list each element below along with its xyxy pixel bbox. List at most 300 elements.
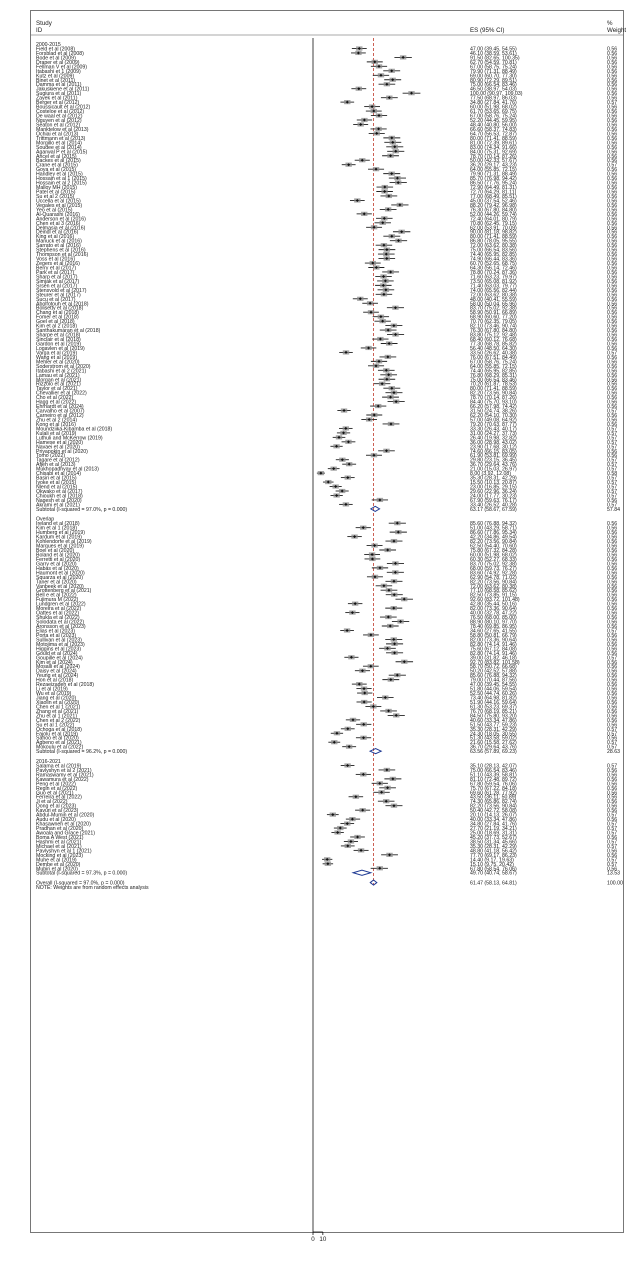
study-es-ci: 33.40 (26.52, 40.28) <box>470 502 517 509</box>
study-es-ci: 62.00 (53.91, 70.09) <box>470 225 517 232</box>
study-label: Rezaeizadeh et al (2018) <box>36 682 94 689</box>
study-es-ci: 34.80 (27.84, 41.76) <box>470 100 517 107</box>
study-es-ci: 88.20 (79.42, 96.98) <box>470 202 517 209</box>
study-weight: 0.56 <box>607 140 618 147</box>
study-label: Fomer et al (2018) <box>36 314 79 321</box>
study-es-ci: 47.00 (39.45, 54.55) <box>470 682 517 689</box>
study-label: Lundgren et al (2022) <box>36 601 86 608</box>
study-label: Kohlendorfe et al (2019) <box>36 539 92 546</box>
study-es-ci: 69.00 (60.70, 77.30) <box>470 73 517 80</box>
study-es-ci: 76.70 (68.19, 85.21) <box>470 708 517 715</box>
study-es-ci: 82.50 (73.85, 91.15) <box>470 592 517 599</box>
study-label: Gould et al (2024) <box>36 650 78 657</box>
study-weight: 0.56 <box>607 521 618 528</box>
study-weight: 0.56 <box>607 817 618 824</box>
study-label: Moundziika-Kibamba et al (2018) <box>36 426 113 433</box>
study-es-ci: 74.60 (66.15, 83.05) <box>470 448 517 455</box>
study-weight: 0.56 <box>607 337 618 344</box>
study-es-ci: 82.20 (73.56, 90.84) <box>470 803 517 810</box>
study-es-ci: 79.20 (70.63, 87.77) <box>470 421 517 428</box>
study-label: Salama et al (2019) <box>36 763 82 770</box>
study-es-ci: 62.50 (54.40, 70.60) <box>470 543 517 550</box>
study-es-ci: 25.00 (18.69, 31.31) <box>470 830 517 837</box>
study-es-ci: 74.40 (65.95, 82.85) <box>470 252 517 259</box>
study-weight: 0.56 <box>607 323 618 330</box>
study-weight: 0.56 <box>607 866 618 873</box>
study-es-ci: 83.70 (75.02, 92.38) <box>470 561 517 568</box>
study-es-ci: 40.00 (32.78, 47.22) <box>470 610 517 617</box>
study-es-ci: 77.10 (68.58, 85.62) <box>470 588 517 595</box>
subtotal-es-ci: 63.56 (57.89, 69.23) <box>470 749 517 756</box>
study-weight: 0.56 <box>607 332 618 339</box>
study-label: Lamau et al (2021) <box>36 372 80 379</box>
study-weight: 0.56 <box>607 144 618 151</box>
study-label: Agarwal P et al (2015) <box>36 149 88 156</box>
study-es-ci: 68.00 (59.73, 76.27) <box>470 565 517 572</box>
study-es-ci: 29.60 (22.96, 36.24) <box>470 489 517 495</box>
study-label: Seaton et al (2012) <box>36 122 81 129</box>
study-es-ci: 47.00 (39.45, 54.55) <box>470 46 517 53</box>
study-es-ci: 81.00 (72.39, 89.61) <box>470 140 517 147</box>
study-weight: 0.56 <box>607 453 618 460</box>
study-es-ci: 80.90 (72.29, 89.51) <box>470 77 517 84</box>
study-weight: 0.56 <box>607 234 618 241</box>
study-weight: 0.58 <box>607 471 618 478</box>
study-label: Tagare et al (2012) <box>36 457 80 464</box>
study-label: Hamese et al (2020) <box>36 439 83 446</box>
study-es-ci: 76.50 (68.00, 85.00) <box>470 615 517 622</box>
subtotal-es-ci: 63.17 (58.67, 67.59) <box>470 506 517 513</box>
study-es-ci: 51.30 (43.58, 59.02) <box>470 735 517 742</box>
study-weight: 0.56 <box>607 122 618 129</box>
study-es-ci: 33.30 (26.43, 40.17) <box>470 426 517 433</box>
study-label: Boland et al (2020) <box>36 552 80 559</box>
study-label: Audu et al (2020) <box>36 817 76 824</box>
study-weight: 0.56 <box>607 404 618 411</box>
study-es-ci: 61.70 (53.65, 69.75) <box>470 109 517 116</box>
study-label: Cho et al (2022) <box>36 395 74 402</box>
study-es-ci: 60.00 (51.98, 68.02) <box>470 552 517 559</box>
study-es-ci: 86.80 (78.05, 95.55) <box>470 238 517 245</box>
study-weight: 0.56 <box>607 229 618 236</box>
study-label: Awoala and Grace (2021) <box>36 830 96 837</box>
study-es-ci: 42.20 (34.86, 49.54) <box>470 534 517 541</box>
study-es-ci: 56.40 (48.50, 64.30) <box>470 345 517 352</box>
study-weight: 0.57 <box>607 480 618 487</box>
study-es-ci: 79.90 (71.31, 88.49) <box>470 68 517 75</box>
study-label: Boel et al (2020) <box>36 548 75 555</box>
study-es-ci: 31.50 (24.74, 38.26) <box>470 408 517 415</box>
study-label: Elias et al (2023) <box>36 628 75 635</box>
study-label: Goel et al (2018) <box>36 319 75 326</box>
study-label: Dembe et al (2020) <box>36 861 81 868</box>
study-es-ci: 64.00 (55.85, 72.15) <box>470 167 517 174</box>
study-es-ci: 23.90 (17.68, 30.12) <box>470 444 517 451</box>
study-es-ci: 83.70 (75.02, 92.38) <box>470 305 517 312</box>
study-label: Soderstrom et al (2020) <box>36 363 91 370</box>
study-weight: 0.56 <box>607 345 618 352</box>
study-es-ci: 68.40 (60.12, 76.68) <box>470 337 517 344</box>
study-weight: 0.56 <box>607 682 618 689</box>
study-es-ci: 36.20 (29.17, 43.23) <box>470 162 517 169</box>
study-es-ci: 64.70 (56.53, 72.87) <box>470 131 517 138</box>
study-weight: 0.56 <box>607 256 618 263</box>
study-label: Zhu et al 1 (2021) <box>36 713 77 720</box>
study-label: Basiri et al (2015) <box>36 475 77 482</box>
study-weight: 0.56 <box>607 497 618 504</box>
study-es-ci: 20.10 (14.13, 26.07) <box>470 812 517 819</box>
study-label: Michael et al (2021) <box>36 843 82 850</box>
study-label: Manktelow et al (2013) <box>36 126 89 133</box>
study-label: Ochoga et al (2018) <box>36 726 82 733</box>
subgroup-title: 2000-2015 <box>36 42 61 48</box>
study-label: Sinclair et al (2018) <box>36 337 81 344</box>
subtotal-diamond <box>371 506 380 511</box>
study-weight: 0.56 <box>607 252 618 259</box>
study-label: Santhakumaran et al (2018) <box>36 328 101 335</box>
subtotal-weight: 28.63 <box>607 749 620 756</box>
study-label: Navaei et al (2020) <box>36 444 80 451</box>
study-weight: 0.56 <box>607 220 618 227</box>
study-label: Chen et al 2 (2022) <box>36 717 81 724</box>
study-label: Luthuli and McKerrow (2019) <box>36 435 103 442</box>
study-label: Zhang et al (2021) <box>36 708 79 715</box>
study-label: Ehrhardt et al (2024) <box>36 404 84 411</box>
footnote: NOTE: Weights are from random effects analysis <box>36 885 149 892</box>
study-label: Vanbeek et al (2020) <box>36 583 84 590</box>
study-label: Humberg et al (2019) <box>36 530 86 537</box>
study-label: Morgan et al (2021) <box>36 377 82 384</box>
study-es-ci: 14.40 (9.17, 19.63) <box>470 857 514 864</box>
study-label: Sahoo et al (2020) <box>36 735 79 742</box>
study-es-ci: 73.40 (64.98, 81.82) <box>470 695 517 702</box>
header-weight-pct: % <box>607 20 613 27</box>
study-es-ci: 34.80 (27.84, 41.76) <box>470 821 517 828</box>
study-label: Voss et al (2016) <box>36 256 75 263</box>
study-es-ci: 36.00 (28.98, 43.02) <box>470 439 517 446</box>
study-weight: 0.56 <box>607 601 618 608</box>
study-weight: 0.56 <box>607 713 618 720</box>
study-es-ci: 51.00 (43.29, 58.71) <box>470 525 517 532</box>
study-es-ci: 62.20 (54.10, 70.30) <box>470 413 517 420</box>
study-weight: 0.57 <box>607 475 618 482</box>
study-weight: 0.56 <box>607 207 618 214</box>
study-es-ci: 48.80 (41.18, 56.42) <box>470 848 517 855</box>
study-es-ci: 57.00 (49.08, 64.92) <box>470 417 517 424</box>
study-es-ci: 86.50 (77.76, 95.24) <box>470 180 517 187</box>
study-weight: 0.56 <box>607 615 618 622</box>
study-weight: 0.56 <box>607 561 618 568</box>
study-es-ci: 75.00 (66.54, 83.56) <box>470 247 517 254</box>
subtotal-label: Subtotal (I-squared = 97.3%, p = 0.000) <box>36 870 128 877</box>
study-weight: 0.57 <box>607 744 618 751</box>
study-es-ci: 76.30 (67.80, 84.80) <box>470 207 517 214</box>
study-es-ci: 100.00 (90.97, 109.03) <box>470 91 523 98</box>
header-weight: Weight <box>607 27 627 34</box>
study-es-ci: 60.70 (52.65, 68.75) <box>470 261 517 268</box>
study-weight: 0.56 <box>607 794 618 801</box>
study-es-ci: 71.60 (63.23, 79.97) <box>470 274 517 281</box>
study-weight: 0.57 <box>607 466 618 473</box>
study-weight: 0.56 <box>607 848 618 855</box>
study-weight: 0.56 <box>607 149 618 156</box>
study-weight: 0.56 <box>607 296 618 303</box>
study-label: Zayek et al (2011) <box>36 95 78 102</box>
study-weight: 0.56 <box>607 131 618 138</box>
study-label: Taner et al (2020) <box>36 579 77 586</box>
study-weight: 0.57 <box>607 435 618 442</box>
study-label: Uccella et al (2015) <box>36 198 81 205</box>
study-label: Oattes et al (2022) <box>36 610 79 617</box>
study-es-ci: 29.80 (23.15, 36.45) <box>470 457 517 464</box>
study-es-ci: 35.30 (28.31, 42.29) <box>470 475 517 482</box>
study-label: Boma A West (2021) <box>36 834 84 841</box>
study-weight: 0.56 <box>607 292 618 299</box>
study-es-ci: 48.00 (40.41, 55.59) <box>470 296 517 303</box>
study-weight: 0.56 <box>607 95 618 102</box>
study-es-ci: 71.40 (63.03, 79.77) <box>470 283 517 290</box>
study-es-ci: 82.00 (73.36, 90.64) <box>470 637 517 644</box>
study-es-ci: 82.20 (73.56, 90.84) <box>470 390 517 397</box>
study-label: Wu et al (2019) <box>36 691 72 698</box>
study-es-ci: 75.00 (66.54, 83.46) <box>470 377 517 384</box>
study-es-ci: 52.50 (44.74, 60.26) <box>470 691 517 698</box>
study-label: Boussicault et al (2012) <box>36 104 91 111</box>
study-weight: 0.56 <box>607 82 618 89</box>
study-weight: 0.56 <box>607 310 618 317</box>
study-label: Shukla et al (2022) <box>36 615 80 622</box>
study-es-ci: 74.30 (65.86, 82.74) <box>470 799 517 806</box>
study-weight: 0.56 <box>607 64 618 71</box>
study-es-ci: 40.00 (33.34, 47.86) <box>470 817 517 824</box>
study-es-ci: 76.30 (67.80, 84.80) <box>470 328 517 335</box>
study-es-ci: 72.90 (64.49, 81.31) <box>470 185 517 192</box>
study-weight: 0.56 <box>607 55 618 62</box>
study-weight: 0.56 <box>607 171 618 178</box>
study-weight: 0.57 <box>607 628 618 635</box>
study-label: Srsen et al (2017) <box>36 283 78 290</box>
study-weight: 0.56 <box>607 659 618 666</box>
study-weight: 0.57 <box>607 484 618 491</box>
study-label: Yeung et al (2024) <box>36 673 79 680</box>
study-weight: 0.56 <box>607 363 618 370</box>
study-es-ci: 50.40 (42.72, 58.08) <box>470 808 517 815</box>
study-es-ci: 48.40 (40.80, 56.00) <box>470 122 517 129</box>
study-label: Mubiri et al (2020) <box>36 866 78 873</box>
study-weight: 0.57 <box>607 493 618 500</box>
study-weight: 0.57 <box>607 162 618 169</box>
study-label: Chioukh et al (2018) <box>36 493 83 500</box>
study-label: Su et al 2 (2015) <box>36 193 75 200</box>
study-weight: 0.56 <box>607 534 618 541</box>
study-weight: 0.56 <box>607 372 618 379</box>
study-weight: 0.56 <box>607 606 618 613</box>
study-weight: 0.57 <box>607 812 618 819</box>
study-es-ci: 77.70 (69.17, 86.23) <box>470 852 517 859</box>
study-label: Crane et al (2015) <box>36 162 78 169</box>
study-es-ci: 68.90 (60.60, 77.20) <box>470 314 517 321</box>
subtotal-es-ci: 49.70 (40.74, 58.67) <box>470 870 517 877</box>
study-label: Hossain et al 2 (2015) <box>36 180 87 187</box>
study-es-ci: 42.80 (35.44, 50.16) <box>470 601 517 608</box>
study-label: Li et al (2019) <box>36 686 68 693</box>
study-es-ci: 31.00 (24.27, 37.73) <box>470 430 517 437</box>
study-label: Pradhan et al (2020) <box>36 826 84 833</box>
x-tick-label: 0 <box>311 1236 315 1243</box>
study-es-ci: 83.80 (75.12, 92.48) <box>470 332 517 339</box>
study-label: Mosalli et al (2024) <box>36 664 80 671</box>
study-es-ci: 64.30 (56.14, 72.46) <box>470 265 517 272</box>
study-label: Grottenberg et al (2021) <box>36 588 92 595</box>
study-label: Damma et al (2011) <box>36 82 82 89</box>
study-weight: 0.56 <box>607 50 618 57</box>
study-es-ci: 78.70 (70.14, 87.26) <box>470 153 517 160</box>
study-weight: 0.56 <box>607 803 618 810</box>
study-label: Goupille et al (2024) <box>36 655 83 662</box>
study-weight: 0.56 <box>607 699 618 706</box>
study-label: Goya et al (2015) <box>36 167 77 174</box>
study-label: Draper et al (2009) <box>36 59 80 66</box>
study-weight: 0.56 <box>607 243 618 250</box>
study-label: Muhe et al (2019) <box>36 857 77 864</box>
study-es-ci: 50.20 (42.52, 57.88) <box>470 668 517 675</box>
study-weight: 0.56 <box>607 359 618 366</box>
study-es-ci: 67.00 (58.76, 75.24) <box>470 113 517 120</box>
study-weight: 0.56 <box>607 677 618 684</box>
study-label: Ireland et al (2018) <box>36 521 80 528</box>
study-label: Ferreira et al (2022) <box>36 794 82 801</box>
study-weight: 0.56 <box>607 261 618 268</box>
study-es-ci: 62.90 (54.78, 71.02) <box>470 574 517 581</box>
study-label: Sullivan et al (2023) <box>36 637 82 644</box>
study-weight: 0.56 <box>607 341 618 348</box>
study-weight: 0.56 <box>607 305 618 312</box>
study-weight: 0.56 <box>607 543 618 550</box>
plot-frame <box>31 11 627 1233</box>
study-weight: 0.56 <box>607 202 618 209</box>
study-weight: 0.56 <box>607 852 618 859</box>
study-es-ci: 74.90 (66.44, 83.36) <box>470 256 517 263</box>
study-weight: 0.56 <box>607 570 618 577</box>
study-weight: 0.56 <box>607 708 618 715</box>
study-weight: 0.56 <box>607 68 618 75</box>
subtotal-label: Subtotal (I-squared = 96.2%, p = 0.000) <box>36 749 128 756</box>
study-label: Akrami et al (2021) <box>36 502 80 509</box>
header-es: ES (95% CI) <box>470 27 505 34</box>
study-weight: 0.56 <box>607 583 618 590</box>
study-label: Jiang et al (2020) <box>36 695 77 702</box>
study-label: Field et al (2008) <box>36 46 75 53</box>
subtotal-weight: 13.53 <box>607 870 620 877</box>
study-es-ci: 46.10 (38.59, 53.61) <box>470 50 517 57</box>
study-label: Sarrato et al (2016) <box>36 243 81 250</box>
study-es-ci: 84.50 (75.80, 93.20) <box>470 713 517 720</box>
study-weight: 0.57 <box>607 444 618 451</box>
study-es-ci: 72.00 (63.62, 80.38) <box>470 292 517 299</box>
study-weight: 0.56 <box>607 704 618 711</box>
study-es-ci: 34.60 (27.65, 41.55) <box>470 628 517 635</box>
study-weight: 0.57 <box>607 726 618 733</box>
study-weight: 0.56 <box>607 77 618 84</box>
study-label: Ochiai et al (2013) <box>36 131 79 138</box>
study-es-ci: 85.70 (76.98, 94.42) <box>470 176 517 183</box>
study-label: Itabashi et al 2 (2021) <box>36 368 87 375</box>
study-label: Binet et al (2011) <box>36 77 76 84</box>
study-weight: 0.57 <box>607 857 618 864</box>
study-label: Abolfotouh et al (2018) <box>36 301 89 308</box>
study-es-ci: 85.60 (76.88, 94.32) <box>470 521 517 528</box>
study-label: Solodata et al (2022) <box>36 619 85 626</box>
study-weight: 0.56 <box>607 59 618 66</box>
study-es-ci: 74.00 (65.56, 82.44) <box>470 287 517 294</box>
study-es-ci: 52.20 (44.45, 59.95) <box>470 117 517 124</box>
study-weight: 0.56 <box>607 574 618 581</box>
study-label: Haumont et al (2020) <box>36 570 85 577</box>
study-weight: 0.56 <box>607 448 618 455</box>
study-weight: 0.56 <box>607 735 618 742</box>
study-es-ci: 86.60 (77.86, 95.34) <box>470 530 517 537</box>
study-weight: 0.56 <box>607 548 618 555</box>
study-weight: 0.56 <box>607 354 618 361</box>
study-weight: 0.56 <box>607 278 618 285</box>
study-es-ci: 85.60 (76.88, 94.32) <box>470 673 517 680</box>
study-es-ci: 45.00 (37.54, 52.46) <box>470 198 517 205</box>
study-weight: 0.56 <box>607 167 618 174</box>
study-weight: 0.56 <box>607 381 618 388</box>
study-label: Regin et al (2022) <box>36 785 78 792</box>
study-label: Berger et al (2012) <box>36 100 80 107</box>
study-weight: 0.56 <box>607 328 618 335</box>
study-weight: 0.56 <box>607 790 618 797</box>
study-label: Xiaolin et al (2020) <box>36 699 80 706</box>
study-label: Ramaswamy et al (2021) <box>36 772 94 779</box>
study-label: Tomo (2022) <box>36 453 66 460</box>
study-label: De waal et al (2012) <box>36 113 83 120</box>
study-es-ci: 82.20 (73.56, 90.84) <box>470 539 517 546</box>
study-label: Chen et al 1 (2021) <box>36 704 81 711</box>
study-label: Stensvold et al (2017) <box>36 287 87 294</box>
study-es-ci: 81.10 (72.48, 89.72) <box>470 776 517 783</box>
study-label: Taylor et al (2021) <box>36 386 78 393</box>
study-label: Hagg et al (2022) <box>36 399 77 406</box>
study-label: Hon et al (2018) <box>36 677 74 684</box>
study-label: Motojima et al (2023) <box>36 641 85 648</box>
x-tick-label: 10 <box>319 1236 327 1243</box>
study-es-ci: 61.90 (53.81, 69.99) <box>470 453 517 460</box>
study-label: Nguyen et al (2012) <box>36 117 82 124</box>
study-es-ci: 67.80 (59.54, 76.06) <box>470 781 517 788</box>
study-weight: 0.57 <box>607 408 618 415</box>
study-label: Patel et al (2015) <box>36 189 76 196</box>
study-weight: 0.57 <box>607 462 618 469</box>
study-es-ci: 39.00 (31.82, 46.18) <box>470 655 517 662</box>
study-label: Afjeh et al (2013) <box>36 462 76 469</box>
study-label: Kong et al (2016) <box>36 421 76 428</box>
study-label: Soudee et al (2014) <box>36 144 82 151</box>
study-es-ci: 72.70 (64.29, 81.11) <box>470 189 517 196</box>
study-weight: 0.57 <box>607 843 618 850</box>
study-es-ci: 51.90 (44.16, 59.64) <box>470 699 517 706</box>
study-weight: 0.56 <box>607 158 618 165</box>
study-weight: 0.57 <box>607 731 618 738</box>
study-weight: 0.56 <box>607 274 618 281</box>
study-es-ci: 67.00 (58.76, 75.24) <box>470 359 517 366</box>
study-label: Simjak et al (2017) <box>36 278 80 285</box>
study-weight: 0.56 <box>607 637 618 644</box>
study-es-ci: 74.40 (65.95, 82.85) <box>470 368 517 375</box>
study-es-ci: 80.00 (71.41, 88.59) <box>470 234 517 241</box>
study-weight: 0.56 <box>607 265 618 272</box>
